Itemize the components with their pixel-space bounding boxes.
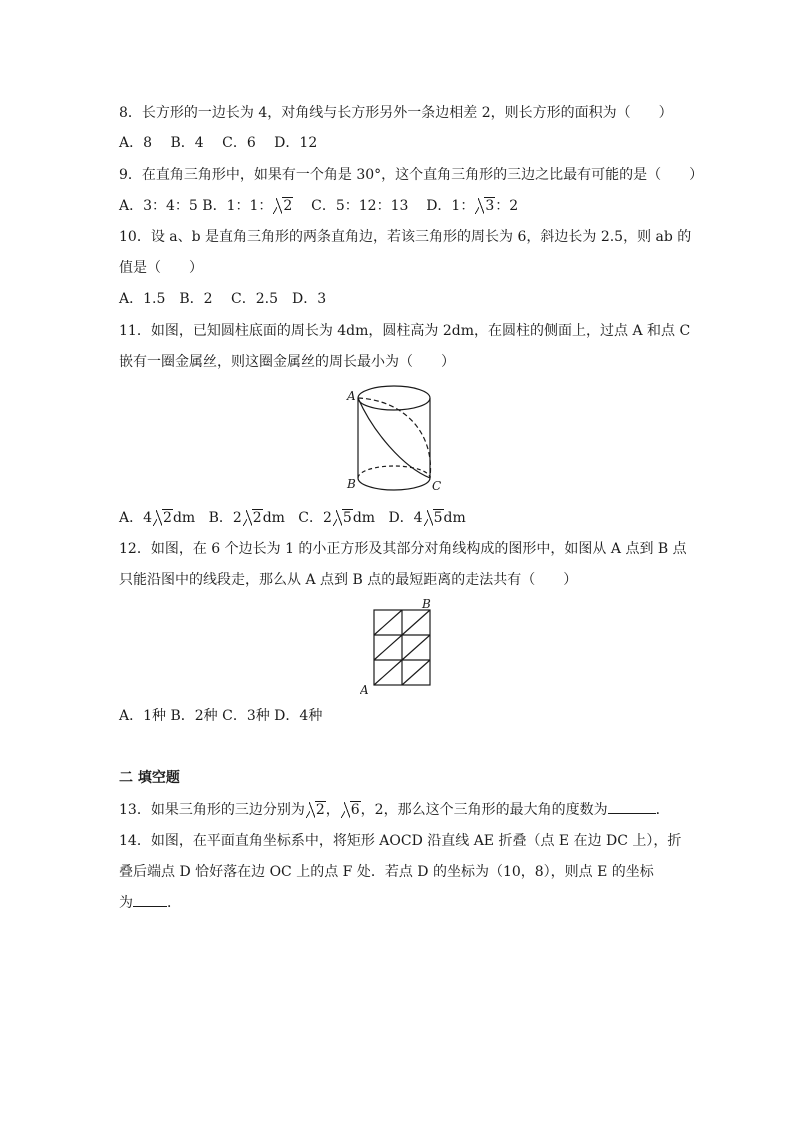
q9-option-c: C．5：12：13 [311,198,409,214]
cylinder-label-a: A [347,389,356,403]
q11-option-b: B．2 2dm [208,510,285,526]
cylinder-figure [343,382,451,498]
q10-stem-line2: 值是（ ） [119,260,203,276]
answer-blank[interactable] [608,800,656,814]
diagonal [402,610,430,635]
diagonal [402,660,430,685]
diagonal [374,660,402,685]
q12-stem-line2: 只能沿图中的线段走，那么从 A 点到 B 点的最短距离的走法共有（ ） [119,572,578,588]
sqrt-symbol: 6 [341,800,361,820]
q8-stem: 8．长方形的一边长为 4，对角线与长方形另外一条边相差 2，则长方形的面积为（ ） [119,105,673,121]
diagonal [402,635,430,660]
q9-option-a: A．3：4：5 [119,198,198,214]
q13-stem: 13．如果三角形的三边分别为 2， 6，2，那么这个三角形的最大角的度数为 ． [119,802,670,818]
diagonal [374,635,402,660]
sqrt-symbol: 2 [306,800,326,820]
q10-options: A．1.5 B．2 C．2.5 D．3 [119,291,327,307]
cylinder-bottom-front [358,478,430,490]
q11-option-c: C．2 5dm [298,510,376,526]
q11-stem-line1: 11．如图，已知圆柱底面的周长为 4dm，圆柱高为 2dm，在圆柱的侧面上，过点 A 和点 C [119,323,691,339]
q9-stem: 9．在直角三角形中，如果有一个角是 30°，这个直角三角形的三边之比最有可能的是（ ） [119,167,704,183]
q14-line3: 为 ． [119,895,181,911]
grid-label-a: A [360,683,369,695]
q9-options [119,196,518,216]
cylinder-label-c: C [432,479,442,493]
cylinder-label-b: B [347,477,356,491]
q11-option-a: A．4 2dm [119,510,196,526]
q14-line1: 14．如图，在平面直角坐标系中，将矩形 AOCD 沿直线 AE 折叠（点 E 在边 DC 上），折 [119,833,682,849]
q8-options: A．8 B．4 C．6 D．12 [119,135,318,151]
sqrt-symbol: 2 [273,196,293,216]
answer-blank[interactable] [133,893,167,907]
q11-options [119,508,466,528]
section-heading: 二 填空题 [119,770,180,786]
q12-options: A．1种 B．2种 C．3种 D．4种 [119,708,323,724]
diagonal [374,610,402,635]
q11-option-d: D．4 5dm [388,510,466,526]
q9-option-b: B．1：1： 2 [202,198,293,214]
grid-label-b: B [422,597,431,611]
q10-stem-line1: 10．设 a、b 是直角三角形的两条直角边，若该三角形的周长为 6，斜边长为 2.5，则 ab 的 [119,229,692,245]
sqrt-symbol: 2 [153,508,173,528]
sqrt-symbol: 2 [243,508,263,528]
cylinder-top-ellipse [358,386,430,410]
sqrt-symbol: 5 [333,508,353,528]
q12-stem-line1: 12．如图，在 6 个边长为 1 的小正方形及其部分对角线构成的图形中，如图从 A 点到 B 点 [119,541,687,557]
sqrt-symbol: 5 [424,508,444,528]
grid-figure [360,597,436,695]
q9-option-d: D．1： 3：2 [426,198,519,214]
q14-line2: 叠后端点 D 恰好落在边 OC 上的点 F 处．若点 D 的坐标为（10，8），则点 E 的坐标 [119,864,654,880]
sqrt-symbol: 3 [475,196,495,216]
q11-stem-line2: 嵌有一圈金属丝，则这圈金属丝的周长最小为（ ） [119,354,455,370]
